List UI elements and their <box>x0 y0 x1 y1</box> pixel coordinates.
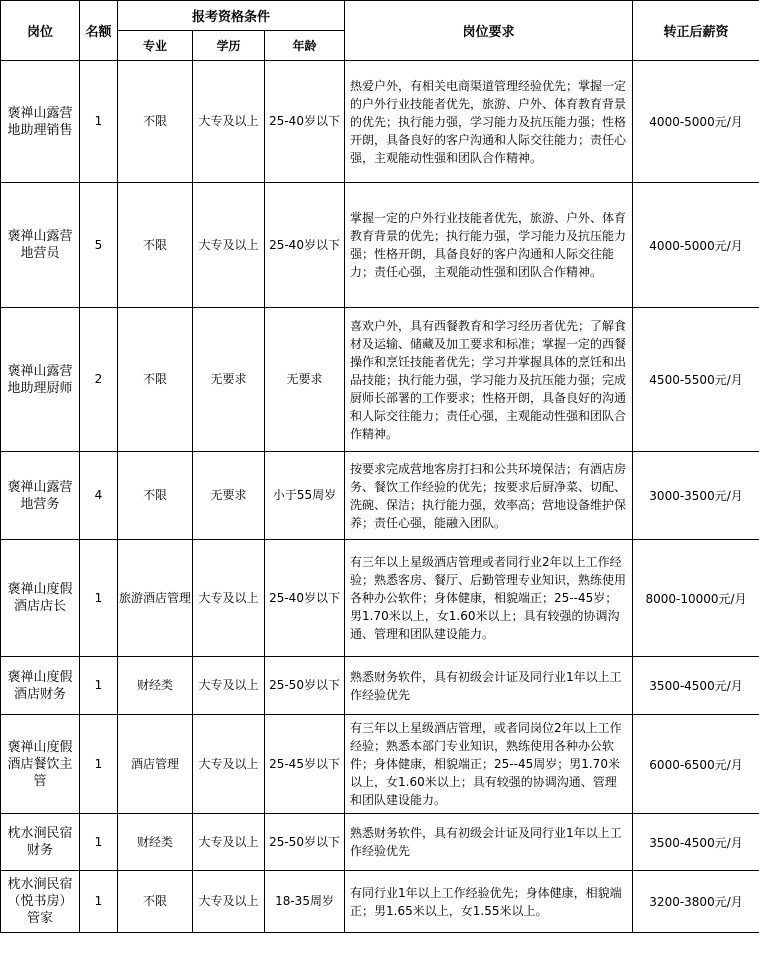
major-cell: 不限 <box>118 871 193 933</box>
header-major: 专业 <box>118 31 193 61</box>
major-cell: 不限 <box>118 183 193 308</box>
salary-cell: 4000-5000元/月 <box>633 61 759 183</box>
quota-cell: 4 <box>80 452 118 540</box>
salary-cell: 4500-5500元/月 <box>633 308 759 452</box>
table-row <box>1 452 759 540</box>
quota-cell: 1 <box>80 715 118 814</box>
major-cell: 财经类 <box>118 657 193 715</box>
major-cell: 不限 <box>118 308 193 452</box>
education-cell: 大专及以上 <box>193 61 265 183</box>
age-cell: 25-50岁以下 <box>265 814 345 871</box>
requirements-cell: 熟悉财务软件，具有初级会计证及同行业1年以上工作经验优先 <box>345 814 633 871</box>
education-cell: 大专及以上 <box>193 657 265 715</box>
header-age: 年龄 <box>265 31 345 61</box>
position-cell: 褒禅山露营地营员 <box>1 183 80 308</box>
quota-cell: 1 <box>80 871 118 933</box>
position-cell: 褒禅山度假酒店财务 <box>1 657 80 715</box>
requirements-cell: 有三年以上星级酒店管理或者同行业2年以上工作经验；熟悉客房、餐厅、后勤管理专业知识，熟练使用各种办公软件；身体健康，相貌端正；25--45岁；男1.70米以上，女1.60米以上；具有较强的协调沟通、管理和团队建设能力。 <box>345 540 633 657</box>
requirements-cell: 掌握一定的户外行业技能者优先，旅游、户外、体育教育背景的优先；执行能力强，学习能力及抗压能力强；性格开朗，具备良好的客户沟通和人际交往能力；责任心强，主观能动性强和团队合作精神。 <box>345 183 633 308</box>
salary-cell: 3500-4500元/月 <box>633 657 759 715</box>
table-row <box>1 308 759 452</box>
requirements-cell: 热爱户外，有相关电商渠道管理经验优先；掌握一定的户外行业技能者优先，旅游、户外、体育教育背景的优先；执行能力强，学习能力及抗压能力强；性格开朗，具备良好的客户沟通和人际交往能力；责任心强，主观能动性强和团队合作精神。 <box>345 61 633 183</box>
header-quota: 名额 <box>80 1 118 61</box>
table-row <box>1 715 759 814</box>
age-cell: 25-40岁以下 <box>265 540 345 657</box>
requirements-cell: 按要求完成营地客房打扫和公共环境保洁；有酒店房务、餐饮工作经验的优先；按要求后厨净菜、切配、洗碗、保洁；执行能力强，效率高；营地设备维护保养；责任心强，能融入团队。 <box>345 452 633 540</box>
header-row <box>1 1 759 31</box>
education-cell: 大专及以上 <box>193 715 265 814</box>
education-cell: 大专及以上 <box>193 183 265 308</box>
major-cell: 不限 <box>118 452 193 540</box>
position-cell: 褒禅山露营地助理销售 <box>1 61 80 183</box>
age-cell: 25-40岁以下 <box>265 183 345 308</box>
table-row <box>1 814 759 871</box>
header-salary: 转正后薪资 <box>633 1 759 61</box>
quota-cell: 1 <box>80 61 118 183</box>
salary-cell: 6000-6500元/月 <box>633 715 759 814</box>
requirements-cell: 喜欢户外，具有西餐教育和学习经历者优先；了解食材及运输、储藏及加工要求和标准；掌握一定的西餐操作和烹饪技能者优先；学习并掌握具体的烹饪和出品技能；执行能力强，学习能力及抗压能力强；完成厨师长部署的工作要求；性格开朗，具备良好的沟通和人际交往能力；责任心强，主观能动性强和团队合作精神。 <box>345 308 633 452</box>
position-cell: 褒禅山度假酒店店长 <box>1 540 80 657</box>
salary-cell: 8000-10000元/月 <box>633 540 759 657</box>
quota-cell: 1 <box>80 814 118 871</box>
age-cell: 25-45岁以下 <box>265 715 345 814</box>
salary-cell: 4000-5000元/月 <box>633 183 759 308</box>
header-position: 岗位 <box>1 1 80 61</box>
header-education: 学历 <box>193 31 265 61</box>
age-cell: 18-35周岁 <box>265 871 345 933</box>
age-cell: 25-40岁以下 <box>265 61 345 183</box>
position-cell: 枕水涧民宿财务 <box>1 814 80 871</box>
table-row <box>1 871 759 933</box>
requirements-cell: 有三年以上星级酒店管理，或者同岗位2年以上工作经验；熟悉本部门专业知识，熟练使用各种办公软件；身体健康，相貌端正；25--45周岁；男1.70米以上，女1.60米以上；具有较强的协调沟通、管理和团队建设能力。 <box>345 715 633 814</box>
position-cell: 褒禅山度假酒店餐饮主管 <box>1 715 80 814</box>
requirements-cell: 熟悉财务软件，具有初级会计证及同行业1年以上工作经验优先 <box>345 657 633 715</box>
major-cell: 旅游酒店管理 <box>118 540 193 657</box>
table-row <box>1 61 759 183</box>
quota-cell: 2 <box>80 308 118 452</box>
position-cell: 褒禅山露营地营务 <box>1 452 80 540</box>
salary-cell: 3200-3800元/月 <box>633 871 759 933</box>
age-cell: 25-50岁以下 <box>265 657 345 715</box>
quota-cell: 1 <box>80 540 118 657</box>
salary-cell: 3000-3500元/月 <box>633 452 759 540</box>
education-cell: 无要求 <box>193 452 265 540</box>
age-cell: 小于55周岁 <box>265 452 345 540</box>
major-cell: 财经类 <box>118 814 193 871</box>
table-row <box>1 183 759 308</box>
salary-cell: 3500-4500元/月 <box>633 814 759 871</box>
education-cell: 无要求 <box>193 308 265 452</box>
education-cell: 大专及以上 <box>193 871 265 933</box>
position-cell: 褒禅山露营地助理厨师 <box>1 308 80 452</box>
education-cell: 大专及以上 <box>193 814 265 871</box>
position-cell: 枕水涧民宿（悦书房）管家 <box>1 871 80 933</box>
major-cell: 不限 <box>118 61 193 183</box>
table-row <box>1 657 759 715</box>
header-qualifications: 报考资格条件 <box>118 1 345 31</box>
education-cell: 大专及以上 <box>193 540 265 657</box>
age-cell: 无要求 <box>265 308 345 452</box>
requirements-cell: 有同行业1年以上工作经验优先；身体健康，相貌端正；男1.65米以上，女1.55米以上。 <box>345 871 633 933</box>
quota-cell: 5 <box>80 183 118 308</box>
major-cell: 酒店管理 <box>118 715 193 814</box>
header-requirements: 岗位要求 <box>345 1 633 61</box>
table-row <box>1 540 759 657</box>
quota-cell: 1 <box>80 657 118 715</box>
